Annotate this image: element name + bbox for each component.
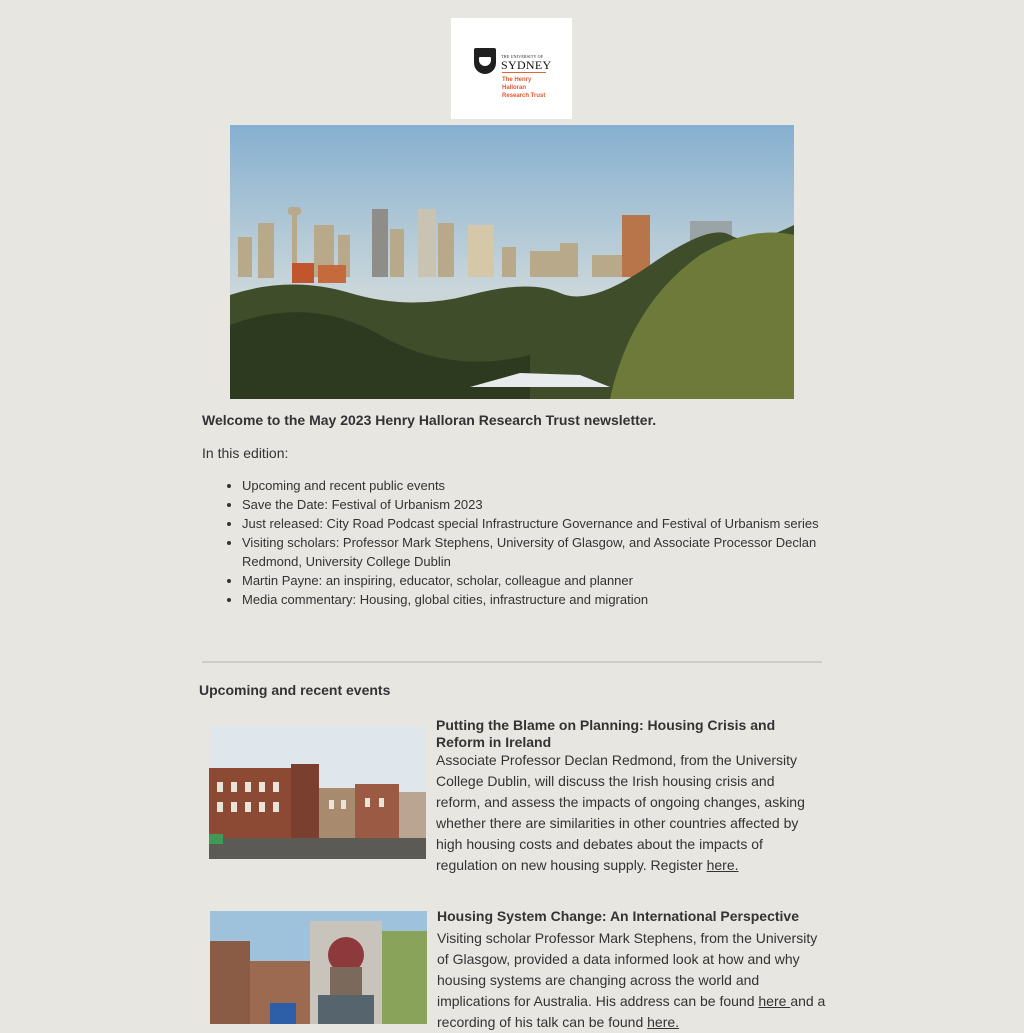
logo-rule (502, 72, 546, 73)
list-item: • Visiting scholars: Professor Mark Stephens, University of Glasgow, and Associate Processor Declan Redmond, University College Dublin (242, 533, 822, 571)
logo-university-name: SYDNEY (501, 58, 552, 72)
event-description (436, 750, 821, 876)
logo-trust-name: The Henry Halloran Research Trust (502, 77, 546, 99)
glasgow-mural-illustration (210, 911, 427, 1024)
edition-contents-list (222, 476, 822, 609)
recording-link[interactable]: here. (647, 1014, 680, 1030)
address-link[interactable]: here (758, 993, 791, 1009)
event-title[interactable]: Housing System Change: An International Perspective (437, 908, 800, 924)
event-body-text: Associate Professor Declan Redmond, from the University College Dublin, will discuss the Irish housing crisis and reform, and assess the impacts of ongoing changes, asking whether there are similarities in other countries affected by high housing costs and debates about the impacts of regulation on new housing supply. Register (436, 752, 805, 873)
crest-icon (474, 48, 496, 74)
logo-university-small: THE UNIVERSITY OF (501, 54, 544, 59)
event-image-dublin[interactable] (209, 726, 426, 859)
event-body-text: Visiting scholar Professor Mark Stephens, from the University of Glasgow, provided a data informed look at how and why housing systems are changing across the world and implications for Australia. His address can be found (437, 930, 818, 1009)
welcome-heading: Welcome to the May 2023 Henry Halloran Research Trust newsletter. (202, 412, 657, 428)
event-title[interactable]: Putting the Blame on Planning: Housing Crisis and Reform in Ireland (436, 717, 776, 750)
edition-label: In this edition: (202, 445, 289, 461)
university-logo[interactable] (451, 18, 572, 119)
list-item: • Media commentary: Housing, global cities, infrastructure and migration (242, 590, 822, 609)
hero-skyline-image (230, 125, 794, 399)
register-link[interactable]: here. (706, 857, 739, 873)
event-body-text: and a recording of his talk can be found (437, 993, 826, 1030)
list-item: • Save the Date: Festival of Urbanism 2023 (242, 495, 822, 514)
list-item: • Upcoming and recent public events (242, 476, 822, 495)
events-section-title: Upcoming and recent events (199, 682, 391, 698)
list-item: • Martin Payne: an inspiring, educator, scholar, colleague and planner (242, 571, 822, 590)
event-image-glasgow[interactable] (210, 911, 427, 1024)
section-divider (202, 661, 822, 663)
list-item: • Just released: City Road Podcast special Infrastructure Governance and Festival of Urbanism series (242, 514, 822, 533)
dublin-buildings-illustration (209, 726, 426, 859)
skyline-illustration (230, 125, 794, 399)
event-description (437, 928, 829, 1033)
